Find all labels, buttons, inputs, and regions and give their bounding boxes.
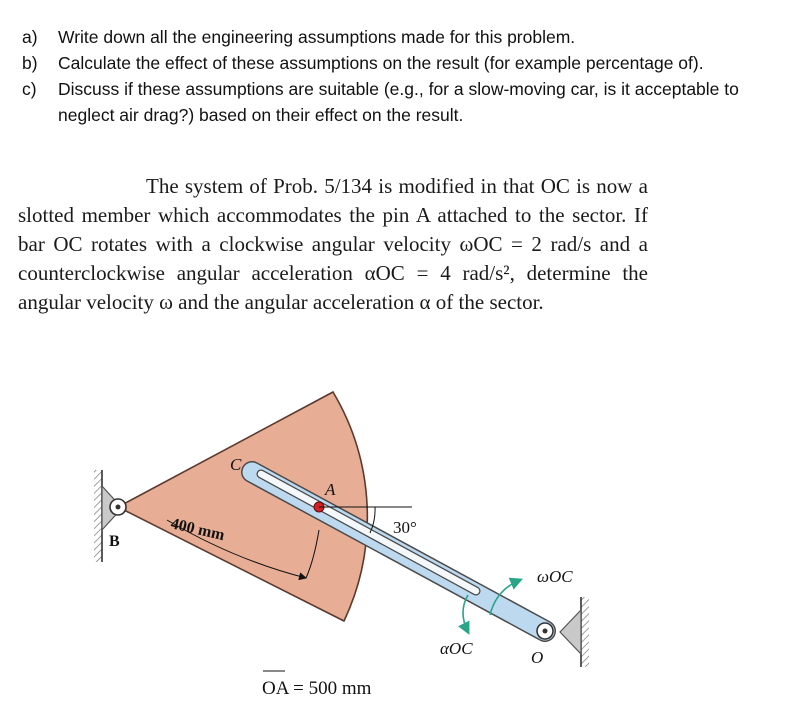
label-c: C: [230, 455, 242, 474]
bracket-o: [560, 610, 581, 654]
question-label: a): [22, 27, 38, 47]
question-text: Calculate the effect of these assumptions on the result (for example percentage of).: [58, 53, 704, 73]
question-label: b): [22, 53, 38, 73]
label-alpha-oc: αOC: [440, 639, 473, 658]
pivot-b-center: [116, 505, 121, 510]
pivot-o-center: [543, 629, 548, 634]
question-label: c): [22, 79, 37, 99]
question-text: Discuss if these assumptions are suitable (e.g., for a slow-moving car, is it acceptable to neglect air drag?) based on their effect on the result.: [58, 79, 739, 125]
label-b: B: [109, 533, 120, 550]
radius-label: 400 mm: [169, 515, 227, 545]
question-text: Write down all the engineering assumptions made for this problem.: [58, 27, 576, 47]
wall-support-b: [94, 470, 102, 562]
angle-label: 30°: [393, 518, 417, 537]
label-o: O: [531, 648, 544, 667]
wall-support-o: [581, 597, 589, 667]
problem-text: The system of Prob. 5/134 is modified in that OC is now a slotted member which accommodates the pin A attached to the sector. If bar OC rotates with a clockwise angular velocity ωOC = 2 rad/s and a counterclockwise angular acceleration αOC = 4 rad/s², determine the angular velocity ω and the angular acceleration α of the sector.: [18, 174, 648, 314]
label-a: A: [325, 480, 336, 499]
oa-length-label: OA = 500 mm: [262, 678, 372, 699]
label-omega-oc: ωOC: [537, 567, 573, 586]
